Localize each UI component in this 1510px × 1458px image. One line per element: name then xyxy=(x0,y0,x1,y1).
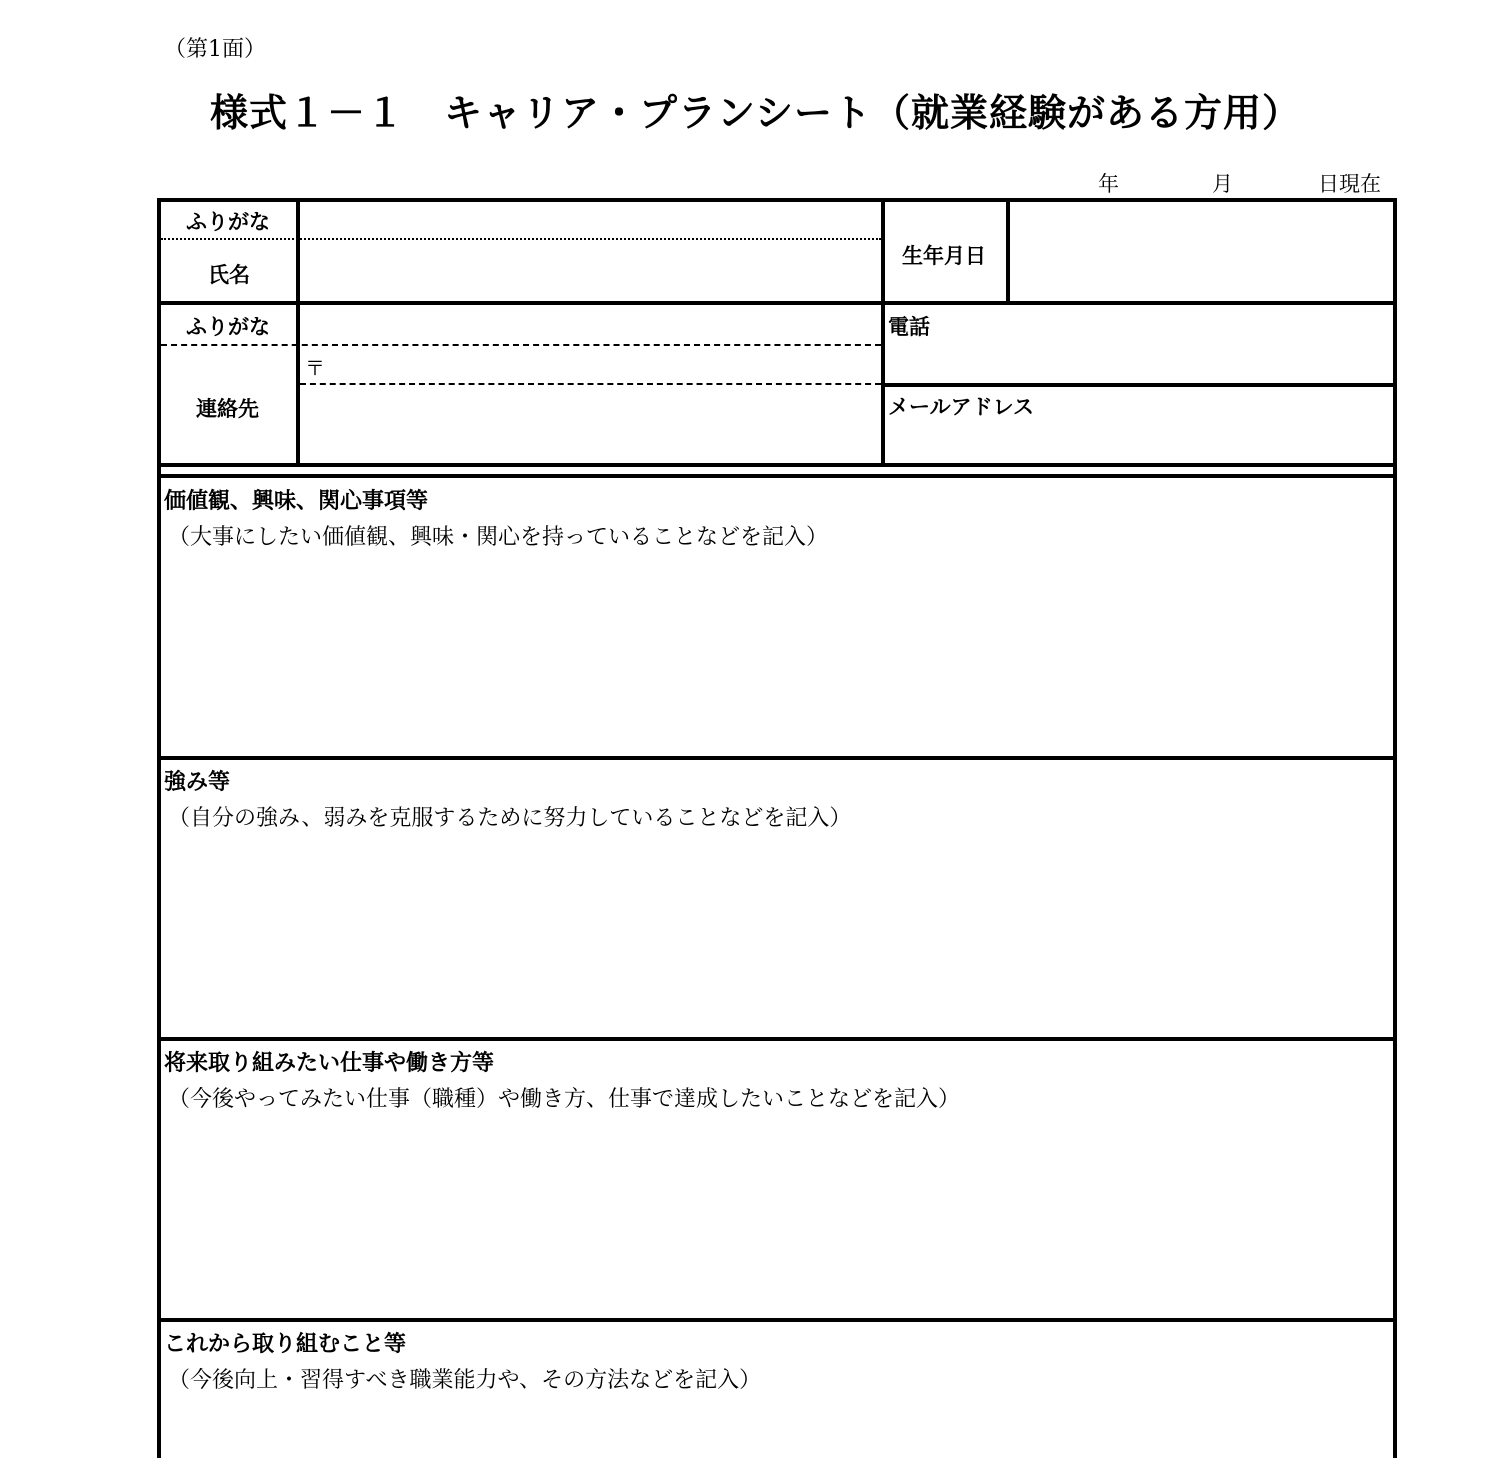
furigana-label: ふりがな xyxy=(186,210,270,234)
phone-field[interactable] xyxy=(887,338,1393,381)
section-next-steps-desc: （今後向上・習得すべき職業能力や、その方法などを記入） xyxy=(168,1368,762,1393)
contact-label: 連絡先 xyxy=(196,397,259,421)
furigana-contact-separator xyxy=(161,344,881,346)
form-title: 様式１－１ キャリア・プランシート（就業経験がある方用） xyxy=(210,91,1302,135)
phone-row-bottom-line xyxy=(883,383,1395,387)
postal-address-separator xyxy=(300,383,881,385)
section-strengths-title: 強み等 xyxy=(164,770,231,795)
name-row-bottom-line xyxy=(159,301,1395,305)
section-divider-3 xyxy=(159,1318,1395,1322)
section-strengths-field[interactable] xyxy=(161,837,1393,1035)
section-values-desc: （大事にしたい価値観、興味・関心を持っていることなどを記入） xyxy=(168,525,829,550)
section-strengths-desc: （自分の強み、弱みを克服するために努力していることなどを記入） xyxy=(168,806,852,831)
section-values-title: 価値観、興味、関心事項等 xyxy=(164,489,429,514)
name-label: 氏名 xyxy=(208,263,250,287)
birthdate-divider xyxy=(1006,200,1010,303)
birthdate-field[interactable] xyxy=(1012,202,1393,300)
section-future-work-field[interactable] xyxy=(161,1118,1393,1316)
section-divider-1 xyxy=(159,756,1395,760)
name-field[interactable] xyxy=(300,242,879,299)
contact-furigana-label: ふりがな xyxy=(186,315,270,339)
postal-mark: 〒 xyxy=(305,356,325,380)
name-furigana-field[interactable] xyxy=(300,202,879,236)
furigana-name-separator xyxy=(161,238,881,240)
section-next-steps-field[interactable] xyxy=(161,1399,1393,1450)
section-values-field[interactable] xyxy=(161,556,1393,754)
phone-label: 電話 xyxy=(888,315,930,339)
section-future-work-desc: （今後やってみたい仕事（職種）や働き方、仕事で達成したいことなどを記入） xyxy=(168,1087,961,1112)
postal-code-field[interactable] xyxy=(325,348,879,381)
contact-furigana-field[interactable] xyxy=(300,306,879,342)
email-field[interactable] xyxy=(887,418,1393,461)
section-divider-2 xyxy=(159,1037,1395,1041)
date-year-label: 年 xyxy=(1098,172,1119,196)
date-day-label: 日現在 xyxy=(1318,172,1381,196)
address-field[interactable] xyxy=(300,388,879,461)
date-month-label: 月 xyxy=(1212,172,1233,196)
contact-block-bottom-line xyxy=(159,463,1395,467)
sections-top-line xyxy=(159,474,1395,478)
section-future-work-title: 将来取り組みたい仕事や働き方等 xyxy=(164,1051,495,1076)
email-label: メールアドレス xyxy=(888,395,1034,419)
birthdate-label: 生年月日 xyxy=(902,244,986,268)
page-label: （第1面） xyxy=(164,37,266,62)
section-next-steps-title: これから取り組むこと等 xyxy=(164,1332,407,1357)
center-column-divider xyxy=(881,200,885,466)
